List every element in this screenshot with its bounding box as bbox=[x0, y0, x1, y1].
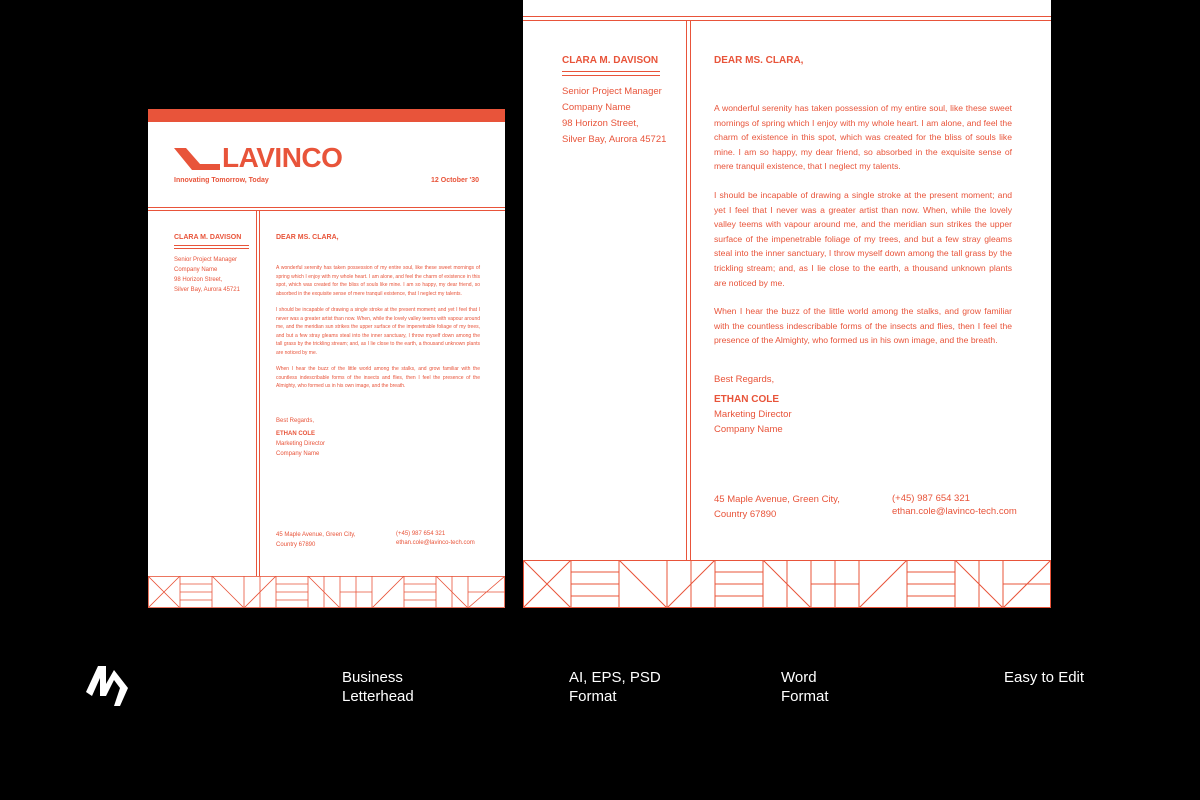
divider-vertical bbox=[686, 21, 691, 560]
divider-horizontal bbox=[148, 207, 505, 211]
recipient-block bbox=[174, 234, 249, 295]
sender-address bbox=[276, 530, 356, 550]
sender-company: Company Name bbox=[714, 424, 783, 435]
recipient-block bbox=[562, 55, 667, 148]
sender-title: Marketing Director bbox=[276, 440, 326, 447]
phone-number: (+45) 987 654 321 bbox=[396, 531, 446, 537]
recipient-underline bbox=[174, 246, 249, 249]
closing: Best Regards, bbox=[714, 374, 775, 385]
top-accent-bar bbox=[148, 109, 505, 122]
recipient-company: Company Name bbox=[562, 102, 631, 113]
zigzag-logo-icon bbox=[84, 662, 130, 708]
recipient-underline bbox=[562, 72, 660, 76]
closing: Best Regards, bbox=[276, 417, 315, 424]
email-address: ethan.cole@lavinco-tech.com bbox=[892, 506, 1017, 517]
recipient-company: Company Name bbox=[174, 267, 218, 273]
geometric-pattern-footer bbox=[148, 576, 505, 608]
recipient-city: Silver Bay, Aurora 45721 bbox=[562, 134, 667, 145]
sender-company: Company Name bbox=[276, 450, 320, 457]
letterhead-preview-small bbox=[148, 109, 505, 608]
recipient-street: 98 Horizon Street, bbox=[174, 277, 223, 283]
sender-contact bbox=[396, 530, 475, 548]
recipient-details bbox=[562, 84, 667, 148]
email-address: ethan.cole@lavinco-tech.com bbox=[396, 540, 475, 546]
salutation: DEAR MS. CLARA, bbox=[276, 234, 339, 241]
sender-name: ETHAN COLE bbox=[714, 394, 779, 405]
signature-block bbox=[714, 372, 792, 437]
address-line: 45 Maple Avenue, Green City, bbox=[714, 494, 840, 505]
feature-word-format: Word Format bbox=[781, 669, 829, 705]
paragraph: When I hear the buzz of the little world among the stalks, and grow familiar with the countless indescribable forms of the insects and flies, then I feel the presence of the Almighty, who formed us in his own image, and the breath. bbox=[714, 306, 1012, 346]
recipient-street: 98 Horizon Street, bbox=[562, 118, 639, 129]
phone-number: (+45) 987 654 321 bbox=[892, 493, 970, 504]
letter-body bbox=[714, 55, 1012, 348]
recipient-city: Silver Bay, Aurora 45721 bbox=[174, 287, 240, 293]
brand-tagline: Innovating Tomorrow, Today bbox=[174, 177, 269, 184]
lavinco-logo-icon bbox=[174, 148, 220, 170]
sender-contact bbox=[892, 492, 1017, 518]
brand-name: LAVINCO bbox=[222, 142, 343, 173]
geometric-pattern-footer bbox=[523, 560, 1051, 608]
address-line: Country 67890 bbox=[276, 542, 316, 548]
paragraph: I should be incapable of drawing a single stroke at the present moment; and yet I feel that I never was a greater artist than now. When, while the lovely valley teems with vapour around me, and the meridian sun strikes the upper surface of the impenetrable foliage of my trees, and but a few stray gleams steal into the inner sanctuary, I throw myself down among the tall grass by the trickling stream; and, as I lie close to the earth, a thousand unknown plants are noticed by me. bbox=[276, 307, 480, 356]
recipient-details bbox=[174, 255, 249, 295]
sender-name: ETHAN COLE bbox=[276, 430, 315, 437]
paragraph: When I hear the buzz of the little world among the stalks, and grow familiar with the countless indescribable forms of the insects and flies, then I feel the presence of the Almighty, who formed us in his own image, and the breath. bbox=[276, 366, 480, 389]
salutation: DEAR MS. CLARA, bbox=[714, 55, 804, 66]
letter-date: 12 October '30 bbox=[431, 177, 479, 184]
feature-easy-to-edit: Easy to Edit bbox=[1004, 669, 1085, 686]
paragraph: I should be incapable of drawing a single stroke at the present moment; and yet I feel that I never was a greater artist than now. When, while the lovely valley teems with vapour around me, and the meridian sun strikes the upper surface of the impenetrable foliage of my trees, and but a few stray gleams steal into the inner sanctuary, I throw myself down among the tall grass by the trickling stream; and, as I lie close to the earth, a thousand unknown plants are noticed by me. bbox=[714, 189, 1012, 288]
address-line: Country 67890 bbox=[714, 509, 777, 520]
recipient-title: Senior Project Manager bbox=[174, 257, 238, 263]
divider-horizontal bbox=[523, 16, 1051, 21]
feature-file-formats: AI, EPS, PSD Format bbox=[569, 669, 661, 705]
recipient-name: CLARA M. DAVISON bbox=[174, 234, 249, 246]
divider-vertical bbox=[256, 211, 260, 576]
letterhead-preview-large bbox=[523, 0, 1051, 608]
paragraph: A wonderful serenity has taken possession of my entire soul, like these sweet mornings of spring which I enjoy with my whole heart. I am alone, and feel the charm of existence in this spot, which was created for the bliss of souls like mine. I am so happy, my dear friend, so absorbed in the exquisite sense of mere tranquil existence, that I neglect my talents. bbox=[714, 103, 1012, 172]
letter-body bbox=[276, 234, 480, 459]
recipient-name: CLARA M. DAVISON bbox=[562, 55, 660, 72]
address-line: 45 Maple Avenue, Green City, bbox=[276, 532, 356, 538]
paragraph: A wonderful serenity has taken possession of my entire soul, like these sweet mornings of spring which I enjoy with my whole heart. I am alone, and feel the charm of existence in this spot, which was created for the bliss of souls like mine. I am so happy, my dear friend, so absorbed in the exquisite sense of mere tranquil existence, that I neglect my talents. bbox=[276, 265, 480, 297]
recipient-title: Senior Project Manager bbox=[562, 86, 662, 97]
sender-title: Marketing Director bbox=[714, 409, 792, 420]
sender-address bbox=[714, 492, 840, 522]
feature-business-letterhead: Business Letterhead bbox=[342, 669, 414, 705]
